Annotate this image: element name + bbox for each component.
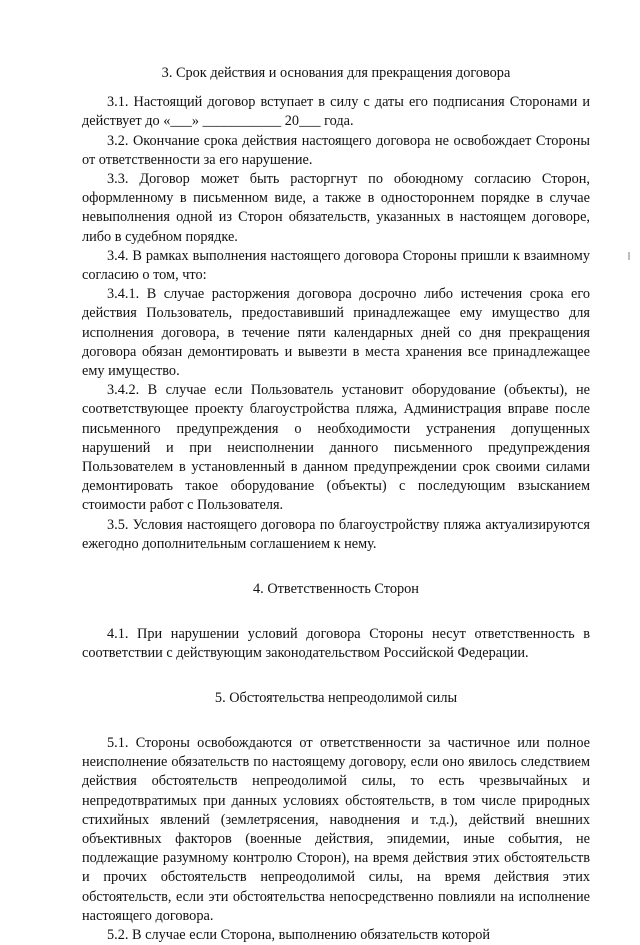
clause-3-4-2: 3.4.2. В случае если Пользователь установит оборудование (объекты), не соответствующее проекту благоустройства пляжа, Администрация вправе после письменного предупреждения о необходимости устранения допущенных нарушений и при неисполнении данного письменного предупреждения Пользователем в установленный в данном предупреждении срок своими силами демонтировать такое оборудование (объекты) с последующим взысканием стоимости работ с Пользователя. [82,382,590,514]
clause-5-1: 5.1. Стороны освобождаются от ответственности за частичное или полное неисполнение обязательств по настоящему договору, если оно явилось следствием действия обстоятельств непреодолимой силы, то есть чрезвычайных и непредотвратимых при данных условиях обстоятельств, в том числе природных стихийных явлений (землетрясения, наводнения и т.д.), действий внешних объективных факторов (военные действия, эпидемии, иные события, не подлежащие разумному контролю Сторон), на время действия этих обстоятельств и прочих обстоятельств непреодолимой силы, на время действия этих обстоятельств, если эти обстоятельства непосредственно повлияли на исполнение настоящего договора. [82,734,590,924]
clause-5-2: 5.2. В случае если Сторона, выполнению обязательств которой [107,926,491,943]
clause-3-3: 3.3. Договор может быть расторгнут по обоюдному согласию Сторон, оформленному в письменном виде, а также в одностороннем порядке в случае невыполнения одной из Сторон обязательств, указанных в настоящем договоре, либо в судебном порядке. [82,171,590,245]
clause-4-1: 4.1. При нарушении условий договора Стороны несут ответственность в соответствии с действующим законодательством Российской Федерации. [82,626,590,662]
section-5-heading: 5. Обстоятельства непреодолимой силы [214,689,458,706]
scan-margin-mark [628,252,630,260]
document-page [82,64,590,945]
clause-3-1: 3.1. Настоящий договор вступает в силу с даты его подписания Сторонами и действует до «___» ___________ 20___ года. [82,94,590,130]
section-4-heading: 4. Ответственность Сторон [253,581,419,598]
clause-3-4-1: 3.4.1. В случае расторжения договора досрочно либо истечения срока его действия Пользователь, предоставивший принадлежащее ему имущество для исполнения договора, в течение пяти календарных дней со дня прекращения договора обязан демонтировать и вывезти в места хранения все принадлежащее ему имущество. [82,286,590,380]
section-3-heading: 3. Срок действия и основания для прекращения договора [161,65,511,81]
clause-3-5: 3.5. Условия настоящего договора по благоустройству пляжа актуализируются ежегодно дополнительным соглашением к нему. [82,516,590,552]
clause-3-2: 3.2. Окончание срока действия настоящего договора не освобождает Стороны от ответственности за его нарушение. [82,132,590,168]
clause-3-4: 3.4. В рамках выполнения настоящего договора Стороны пришли к взаимному согласию о том, что: [82,247,590,284]
